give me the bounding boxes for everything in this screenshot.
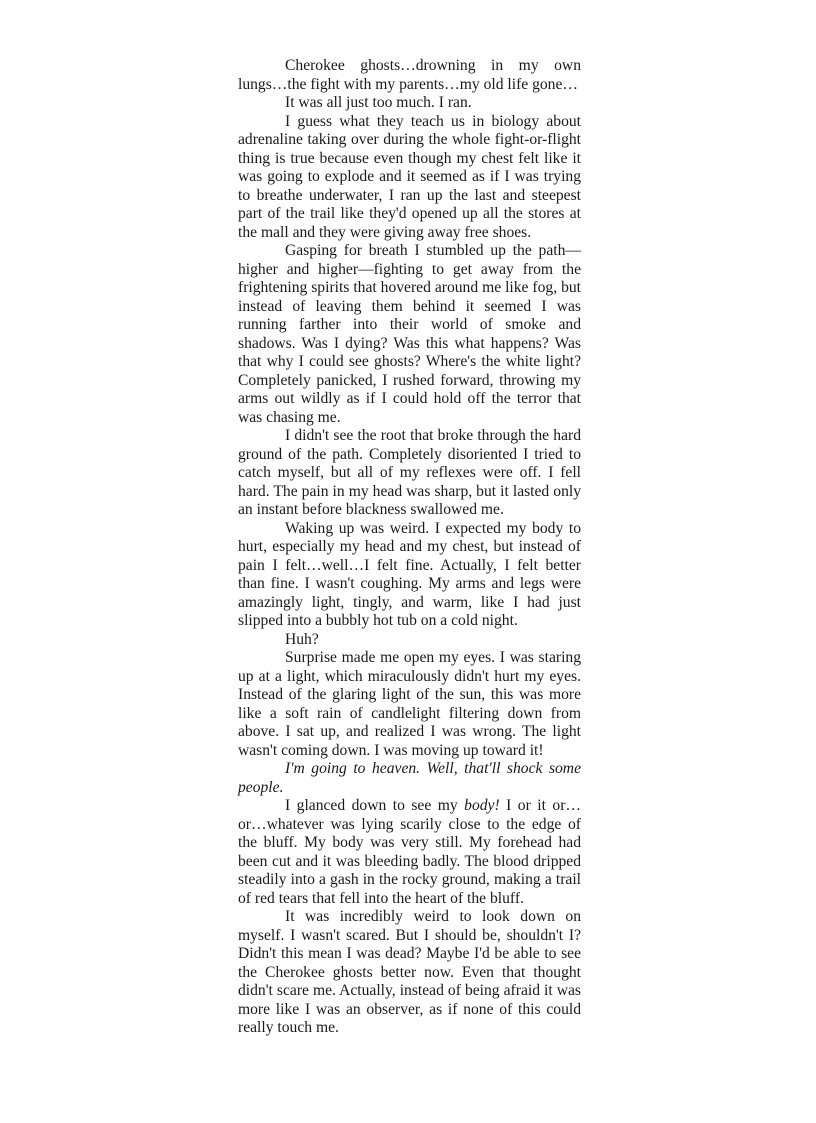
paragraph-text: Waking up was weird. I expected my body to hurt, especially my head and my chest, but instead of pain I felt…well…I felt fine. Actually, I felt better than fine. I wasn't coughing. My arms and legs were amazingly light, tingly, and warm, like I had just slipped into a bubbly hot tub on a cold night. [238,519,581,629]
paragraph-text: I didn't see the root that broke through the hard ground of the path. Completely disoriented I tried to catch myself, but all of my reflexes were off. I fell hard. The pain in my head was sharp, but it lasted only an instant before blackness swallowed me. [238,427,581,518]
paragraph-text: Huh? [285,630,319,648]
paragraph-text: Cherokee ghosts…drowning in my own lungs…the fight with my parents…my old life gone… [238,57,581,93]
paragraph [238,113,581,243]
paragraph [238,649,581,760]
paragraph [238,94,581,113]
paragraph [238,242,581,427]
page-text [238,57,581,1038]
paragraph-text: It was incredibly weird to look down on myself. I wasn't scared. But I should be, shouldn't I? Didn't this mean I was dead? Maybe I'd be able to see the Cherokee ghosts better now. Even that thought didn't scare me. Actually, instead of being afraid it was more like I was an observer, as if none of this could really touch me. [238,908,581,1036]
paragraph-text: Surprise made me open my eyes. I was staring up at a light, which miraculously didn't hurt my eyes. Instead of the glaring light of the sun, this was more like a soft rain of candlelight filtering down from above. I sat up, and realized I was wrong. The light wasn't coming down. I was moving up toward it! [238,649,581,759]
paragraph-text: I'm going to heaven. Well, that'll shock some people. [238,760,581,796]
paragraph [238,520,581,631]
paragraph-text: Gasping for breath I stumbled up the path—higher and higher—fighting to get away from the frightening spirits that hovered around me like fog, but instead of leaving them behind it seemed I was running farther into their world of smoke and shadows. Was I dying? Was this what happens? Was that why I could see ghosts? Where's the white light? Completely panicked, I rushed forward, throwing my arms out wildly as if I could hold off the terror that was chasing me. [238,242,581,426]
italic-paragraph [238,760,581,797]
paragraph-text: I guess what they teach us in biology about adrenaline taking over during the whole fight-or-flight thing is true because even though my chest felt like it was going to explode and it seemed as if I was trying to breathe underwater, I ran up the last and steepest part of the trail like they'd opened up all the stores at the mall and they were giving away free shoes. [238,112,581,241]
paragraph [238,797,581,908]
paragraph-text: I or it or…or…whatever was lying scarily close to the edge of the bluff. My body was very still. My forehead had been cut and it was bleeding badly. The blood dripped steadily into a gash in the rocky ground, making a trail of red tears that fell into the heart of the bluff. [238,797,581,907]
paragraph-text: I glanced down to see my [285,797,465,814]
paragraph [238,908,581,1038]
paragraph [238,427,581,520]
paragraph [238,57,581,94]
paragraph [238,631,581,650]
emphasis-text: body! [464,797,500,814]
paragraph-text: It was all just too much. I ran. [285,94,472,111]
